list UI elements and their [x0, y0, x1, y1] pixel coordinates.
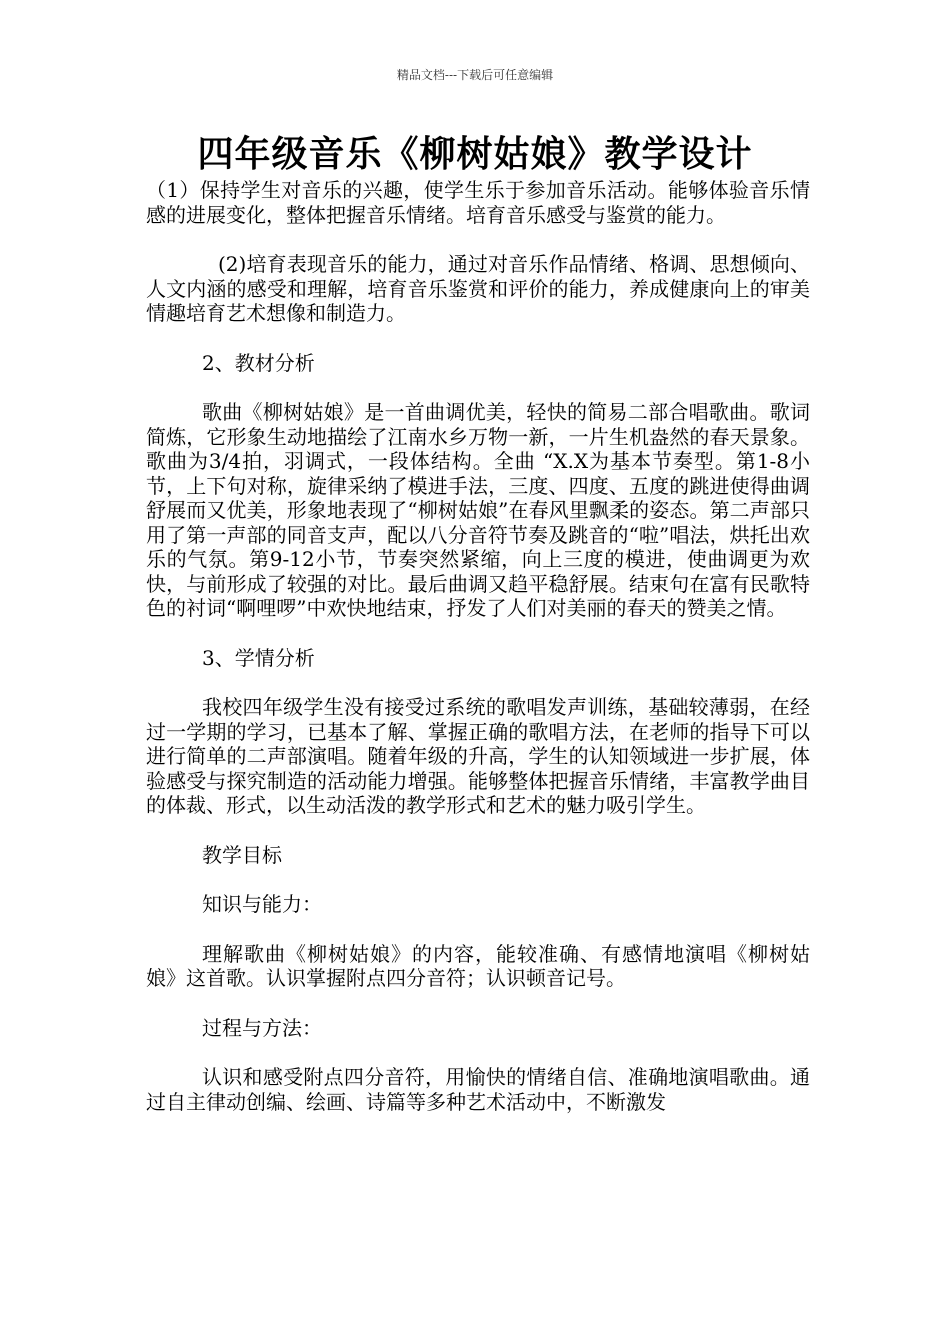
- paragraph-gap: [146, 867, 810, 892]
- paragraph-gap: [146, 991, 810, 1016]
- paragraph-gap: [146, 670, 810, 695]
- paragraph-gap: [146, 326, 810, 351]
- paragraph-process-method: 认识和感受附点四分音符，用愉快的情绪自信、准确地演唱歌曲。通过自主律动创编、绘画、诗篇等多种艺术活动中，不断激发: [146, 1065, 810, 1114]
- paragraph-gap: [146, 227, 810, 252]
- subheading-process-method: 过程与方法：: [202, 1015, 322, 1040]
- header-note: 精品文档---下载后可任意编辑: [396, 68, 554, 82]
- paragraph-knowledge-ability: 理解歌曲《柳树姑娘》的内容，能较准确、有感情地演唱《柳树姑娘》这首歌。认识掌握附点四分音符；认识顿音记号。: [146, 941, 810, 990]
- paragraph-gap: [146, 917, 810, 942]
- paragraph-gap: [146, 621, 810, 646]
- paragraph-gap: [146, 375, 810, 400]
- section-heading-material-analysis: 2、教材分析: [202, 350, 315, 375]
- paragraph-objective-2: (2)培育表现音乐的能力，通过对音乐作品情绪、格调、思想倾向、人文内涵的感受和理解，培育音乐鉴赏和评价的能力，养成健康向上的审美情趣培育艺术想像和制造力。: [146, 252, 810, 325]
- section-heading-student-analysis: 3、学情分析: [202, 645, 315, 670]
- subheading-knowledge-ability: 知识与能力：: [202, 892, 322, 916]
- paragraph-gap: [146, 1040, 810, 1065]
- document-title: 四年级音乐《柳树姑娘》教学设计: [197, 133, 753, 175]
- section-heading-teaching-goals: 教学目标: [202, 842, 282, 867]
- paragraph-material-analysis: 歌曲《柳树姑娘》是一首曲调优美，轻快的简易二部合唱歌曲。歌词简炼，它形象生动地描绘了江南水乡万物一新，一片生机盎然的春天景象。歌曲为3/4拍，羽调式，一段体结构。全曲 “X.X为基本节奏型。第1-8小节，上下句对称，旋律采纳了模进手法，三度、四度、五度的跳进使得曲调舒展而又优美，形象地表现了“柳树姑娘”在春风里飘柔的姿态。第二声部只用了第一声部的同音支声，配以八分音符节奏及跳音的“啦”唱法，烘托出欢乐的气氛。第9-12小节，节奏突然紧缩，向上三度的模进，使曲调更为欢快，与前形成了较强的对比。最后曲调又趋平稳舒展。结束句在富有民歌特色的衬词“啊哩啰”中欢快地结束，抒发了人们对美丽的春天的赞美之情。: [146, 400, 810, 620]
- paragraph-gap: [146, 818, 810, 843]
- paragraph-objective-1: （1）保持学生对音乐的兴趣，使学生乐于参加音乐活动。能够体验音乐情感的进展变化，整体把握音乐情绪。培育音乐感受与鉴赏的能力。: [146, 178, 810, 227]
- document-body: [146, 178, 810, 1114]
- paragraph-student-analysis: 我校四年级学生没有接受过系统的歌唱发声训练，基础较薄弱，在经过一学期的学习，已基本了解、掌握正确的歌唱方法，在老师的指导下可以进行简单的二声部演唱。随着年级的升高，学生的认知领域进一步扩展，体验感受与探究制造的活动能力增强。能够整体把握音乐情绪，丰富教学曲目的体裁、形式，以生动活泼的教学形式和艺术的魅力吸引学生。: [146, 695, 810, 817]
